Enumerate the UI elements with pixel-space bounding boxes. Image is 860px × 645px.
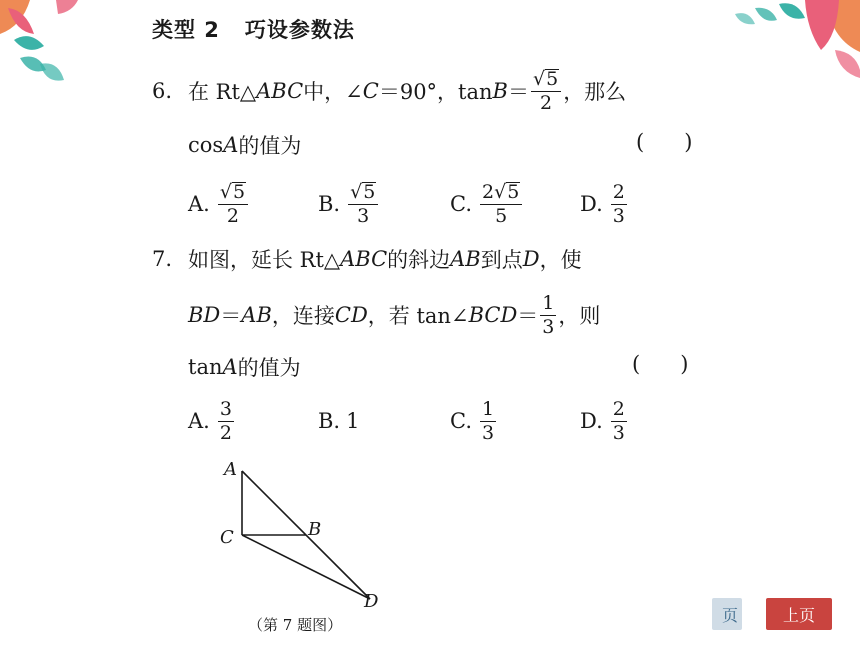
label-b: B — [308, 519, 322, 540]
label-c: C — [220, 527, 234, 548]
q7-line3: tan A 的值为 — [188, 355, 301, 380]
q6-tan-fraction: √ 5 2 — [531, 69, 561, 113]
prev-page-label: 上页 — [782, 605, 815, 625]
q6-line2: cos A 的值为 — [188, 133, 302, 158]
q6-line1: 6. 在 Rt△ ABC 中，∠ C ＝90°，tan B ＝ √ 5 2 ，那么 — [152, 68, 627, 114]
q7-option-b[interactable]: B. 1 — [318, 409, 360, 433]
q7-line1: 7. 如图，延长 Rt△ ABC 的斜边 AB 到点 D ，使 — [152, 247, 582, 272]
prev-page-button[interactable] — [766, 598, 832, 630]
q7-option-a[interactable]: A. $\frac{3}{2}$ — [188, 397, 232, 444]
leaf-decoration-right — [735, 0, 860, 80]
label-d: D — [364, 591, 379, 612]
next-page-button[interactable] — [712, 598, 742, 630]
q7-line2: BD ＝ AB ，连接 CD ，若 tan∠ BCD ＝ $\frac{1}{3}$ ，则 — [188, 291, 601, 338]
q7-number: 7. — [152, 247, 173, 271]
section-heading: 类型 2 巧设参数法 — [152, 18, 355, 42]
label-a: A — [224, 459, 237, 480]
leaf-decoration-left — [0, 0, 80, 100]
q6-option-c[interactable]: C. 2 √ 5 5 — [450, 176, 524, 232]
q6-option-b[interactable]: B. √ 5 3 — [318, 176, 380, 232]
q7-option-d[interactable]: D. $\frac{2}{3}$ — [580, 397, 625, 444]
next-page-label: 页 — [721, 605, 738, 625]
q6-answer-blank: ( ) — [636, 130, 693, 154]
q7-triangle-figure — [210, 455, 390, 615]
q7-answer-blank: ( ) — [632, 352, 689, 376]
q7-option-c[interactable]: C. $\frac{1}{3}$ — [450, 397, 495, 444]
q6-option-d[interactable]: D. $\frac{2}{3}$ — [580, 180, 625, 227]
q7-tan-fraction: $\frac{1}{3}$ — [542, 291, 555, 338]
q6-option-a[interactable]: A. √ 5 2 — [188, 176, 250, 232]
q6-number: 6. — [152, 79, 173, 103]
figure-caption: （第 7 题图） — [248, 616, 343, 634]
segment-c-d — [242, 535, 370, 599]
